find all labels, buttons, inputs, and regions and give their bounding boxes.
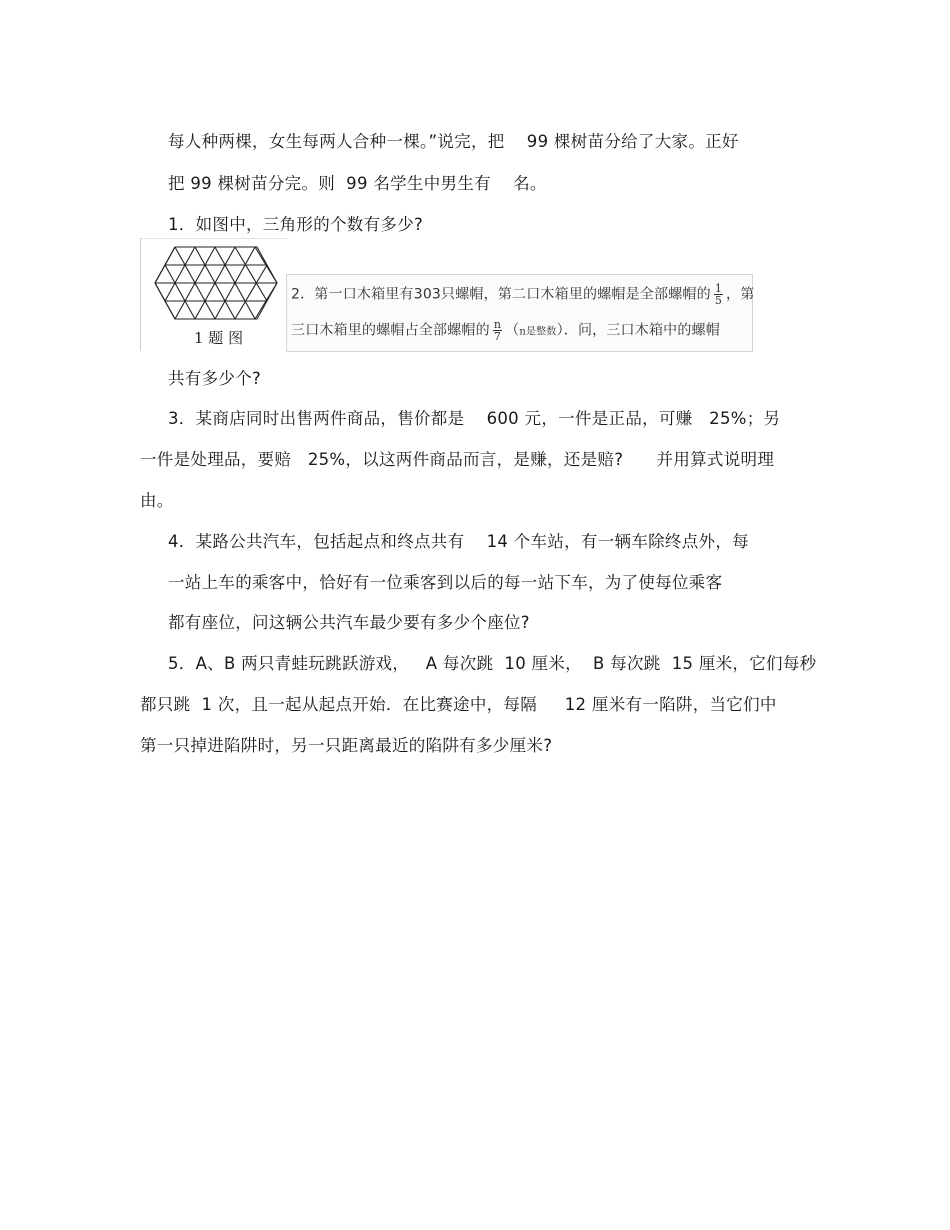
q2-line-1 [291, 283, 754, 306]
q2-text: ）．问，三口木箱中的螺帽 [556, 322, 720, 339]
question-4: 4．某路公共汽车，包括起点和终点共有 14 个车站，有一辆车除终点外，每 [168, 532, 749, 551]
q2-text: 2．第一口木箱里有303只螺帽，第二口木箱里的螺帽是全部螺帽的 [291, 286, 711, 303]
question-2-image [286, 274, 753, 352]
q2-line-2 [291, 319, 720, 342]
question-5: 第一只掉进陷阱时，另一只距离最近的陷阱有多少厘米? [140, 736, 553, 755]
fraction [493, 319, 502, 342]
fraction-denominator: 5 [714, 294, 723, 307]
question-5: 5．A、B 两只青蛙玩跳跃游戏， A 每次跳 10 厘米， B 每次跳 15 厘米，它们每秒 [168, 654, 817, 673]
question-1: 1．如图中，三角形的个数有多少? [168, 215, 424, 234]
question-2-tail: 共有多少个? [168, 369, 262, 388]
q2-text: ，第 [726, 286, 755, 303]
question-4: 都有座位，问这辆公共汽车最少要有多少个座位? [168, 613, 530, 632]
q2-note: n是整数 [519, 326, 557, 338]
figure-caption: 1 题 图 [194, 329, 244, 347]
question-3: 3．某商店同时出售两件商品，售价都是 600 元，一件是正品，可赚 25%；另 [168, 409, 781, 428]
triangle-figure [140, 238, 289, 351]
fraction-numerator: n [493, 318, 502, 331]
fraction-denominator: 7 [493, 330, 502, 343]
fraction [714, 283, 723, 306]
question-3: 一件是处理品，要赔 25%，以这两件商品而言，是赚，还是赔? 并用算式说明理 [140, 450, 775, 469]
question-4: 一站上车的乘客中，恰好有一位乘客到以后的每一站下车，为了使每位乘客 [168, 573, 723, 592]
text-line: 把 99 棵树苗分完。则 99 名学生中男生有 名。 [168, 174, 547, 193]
triangle-grid-icon [151, 245, 281, 325]
question-5: 都只跳 1 次，且一起从起点开始．在比赛途中，每隔 12 厘米有一陷阱，当它们中 [140, 695, 777, 714]
fraction-numerator: 1 [714, 282, 723, 295]
question-3: 由。 [140, 491, 174, 510]
text-line: 每人种两棵，女生每两人合种一棵。”说完，把 99 棵树苗分给了大家。正好 [168, 132, 739, 151]
q2-text: （ [505, 322, 520, 339]
q2-text: 三口木箱里的螺帽占全部螺帽的 [291, 322, 490, 339]
